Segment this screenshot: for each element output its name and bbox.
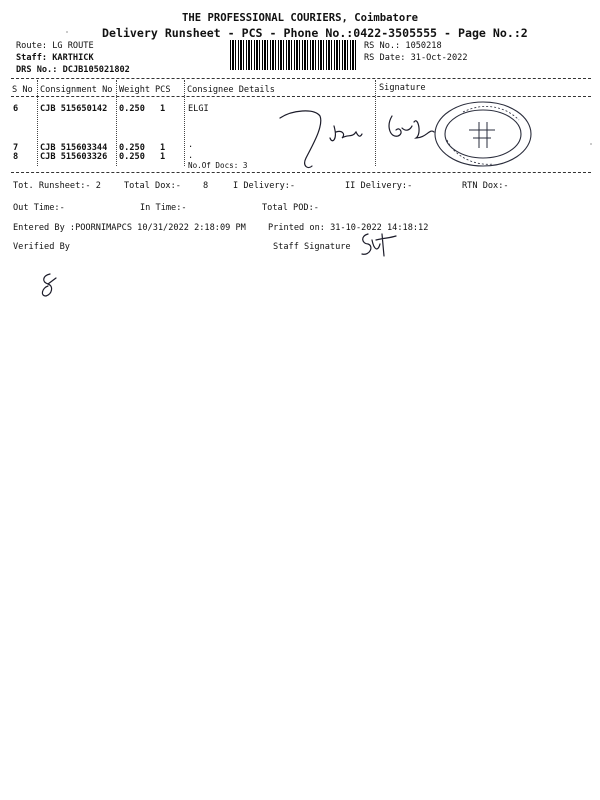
rs-no-label: RS No.: [364,41,401,51]
consignee-signature [328,120,364,150]
staff-signature [356,228,400,262]
route-line [16,41,94,51]
row-pcs: 1 [160,143,166,153]
row-consignee: . [188,140,194,150]
verified-by: Verified By [13,242,70,252]
staff-label: Staff: [16,53,48,63]
runsheet-title: Delivery Runsheet - PCS - Phone No.:0422-3505555 - Page No.:2 [102,26,528,40]
col-divider [184,80,185,166]
rs-date-label: RS Date: [364,53,406,63]
drs-label: DRS No.: [16,65,58,75]
col-header-consignment: Consignment No [40,85,113,95]
col-divider [37,80,38,166]
i-delivery: I Delivery:- [233,181,296,191]
row-weight: 0.250 [119,152,145,162]
staff-line [16,53,94,63]
route-label: Route: [16,41,48,51]
out-time: Out Time:- [13,203,65,213]
col-divider [116,80,117,166]
row-pcs: 1 [160,152,166,162]
tot-runsheet: Tot. Runsheet:- 2 [13,181,101,191]
printed-on: Printed on: 31-10-2022 14:18:12 [268,223,429,233]
col-header-sno: S No [12,85,33,95]
paper-speck [590,143,592,145]
rs-date-line [364,53,468,63]
barcode-image [230,40,357,70]
total-pod: Total POD:- [262,203,319,213]
drs-line [16,65,130,75]
row-consignment: CJB 515603326 [40,152,108,162]
row-sno: 7 [13,143,19,153]
handwritten-mark [272,104,332,174]
in-time: In Time:- [140,203,187,213]
staff-value: KARTHICK [52,53,94,63]
col-header-weight: Weight [119,85,151,95]
paper-speck [66,31,68,33]
table-header-rule [11,96,591,97]
company-stamp [433,100,533,168]
entered-by: Entered By :POORNIMAPCS 10/31/2022 2:18:09 PM [13,223,246,233]
ii-delivery: II Delivery:- [345,181,413,191]
rtn-dox: RTN Dox:- [462,181,509,191]
col-divider [375,80,376,166]
row-consignee: . [188,151,194,161]
verifier-initials [36,270,60,300]
total-dox-value: 8 [203,181,209,191]
row-pcs: 1 [160,104,166,114]
row-consignment: CJB 515603344 [40,143,108,153]
col-header-pcs: PCS [155,85,171,95]
row-sno: 6 [13,104,19,114]
rs-date-value: 31-Oct-2022 [410,53,468,63]
row-weight: 0.250 [119,104,145,114]
route-value: LG ROUTE [52,41,94,51]
drs-value: DCJB105021802 [62,65,130,75]
company-title: THE PROFESSIONAL COURIERS, Coimbatore [182,12,418,24]
rs-no-value: 1050218 [405,41,442,51]
row-consignment: CJB 515650142 [40,104,108,114]
rs-no-line [364,41,442,51]
table-top-rule [11,78,591,79]
row-weight: 0.250 [119,143,145,153]
staff-signature-label: Staff Signature [273,242,351,252]
no-of-docs: No.Of Docs: 3 [188,161,248,170]
col-header-signature: Signature [379,83,426,93]
row-consignee: ELGI [188,104,209,114]
col-header-consignee: Consignee Details [187,85,275,95]
row-sno: 8 [13,152,19,162]
total-dox-label: Total Dox:- [124,181,181,191]
